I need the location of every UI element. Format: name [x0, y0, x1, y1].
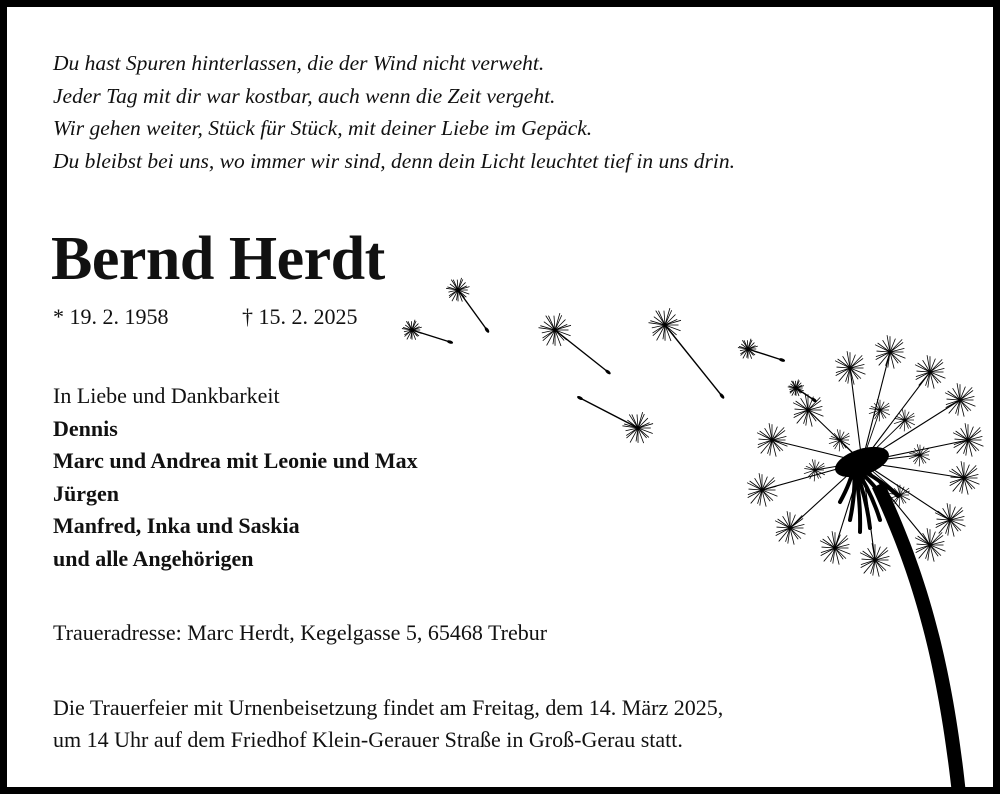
flying-seed-icon: [446, 278, 490, 334]
ceremony-line: um 14 Uhr auf dem Friedhof Klein-Gerauer Straße in Groß-Gerau statt.: [53, 727, 683, 752]
poem-line: Jeder Tag mit dir war kostbar, auch wenn die Zeit vergeht.: [53, 83, 556, 108]
funeral-address: Traueradresse: Marc Herdt, Kegelgasse 5, 65468 Trebur: [53, 620, 548, 645]
flying-seed-icon: [576, 395, 653, 443]
mourner-name: Dennis: [53, 415, 118, 441]
death-date: † 15. 2. 2025: [242, 304, 358, 329]
flying-seed-icon: [539, 313, 612, 375]
flying-seed-icon: [738, 339, 786, 363]
poem-line: Wir gehen weiter, Stück für Stück, mit deiner Liebe im Gepäck.: [53, 116, 593, 140]
mourner-name: und alle Angehörigen: [53, 545, 254, 571]
deceased-name: Bernd Herdt: [51, 225, 385, 293]
mourners-intro: In Liebe und Dankbarkeit: [53, 383, 280, 408]
flying-seed-icon: [788, 380, 818, 404]
dandelion-head-icon: [747, 335, 983, 576]
ceremony-line: Die Trauerfeier mit Urnenbeisetzung findet am Freitag, dem 14. März 2025,: [53, 695, 724, 720]
birth-date: * 19. 2. 1958: [53, 304, 169, 329]
mourner-name: Marc und Andrea mit Leonie und Max: [53, 448, 418, 473]
mourner-name: Jürgen: [53, 480, 119, 506]
poem-line: Du hast Spuren hinterlassen, die der Wind nicht verweht.: [53, 51, 545, 75]
flying-seed-icon: [402, 320, 454, 345]
flying-seed-icon: [649, 308, 726, 399]
mourner-name: Manfred, Inka und Saskia: [53, 513, 300, 538]
poem-line: Du bleibst bei uns, wo immer wir sind, denn dein Licht leuchtet tief in uns drin.: [53, 148, 735, 173]
